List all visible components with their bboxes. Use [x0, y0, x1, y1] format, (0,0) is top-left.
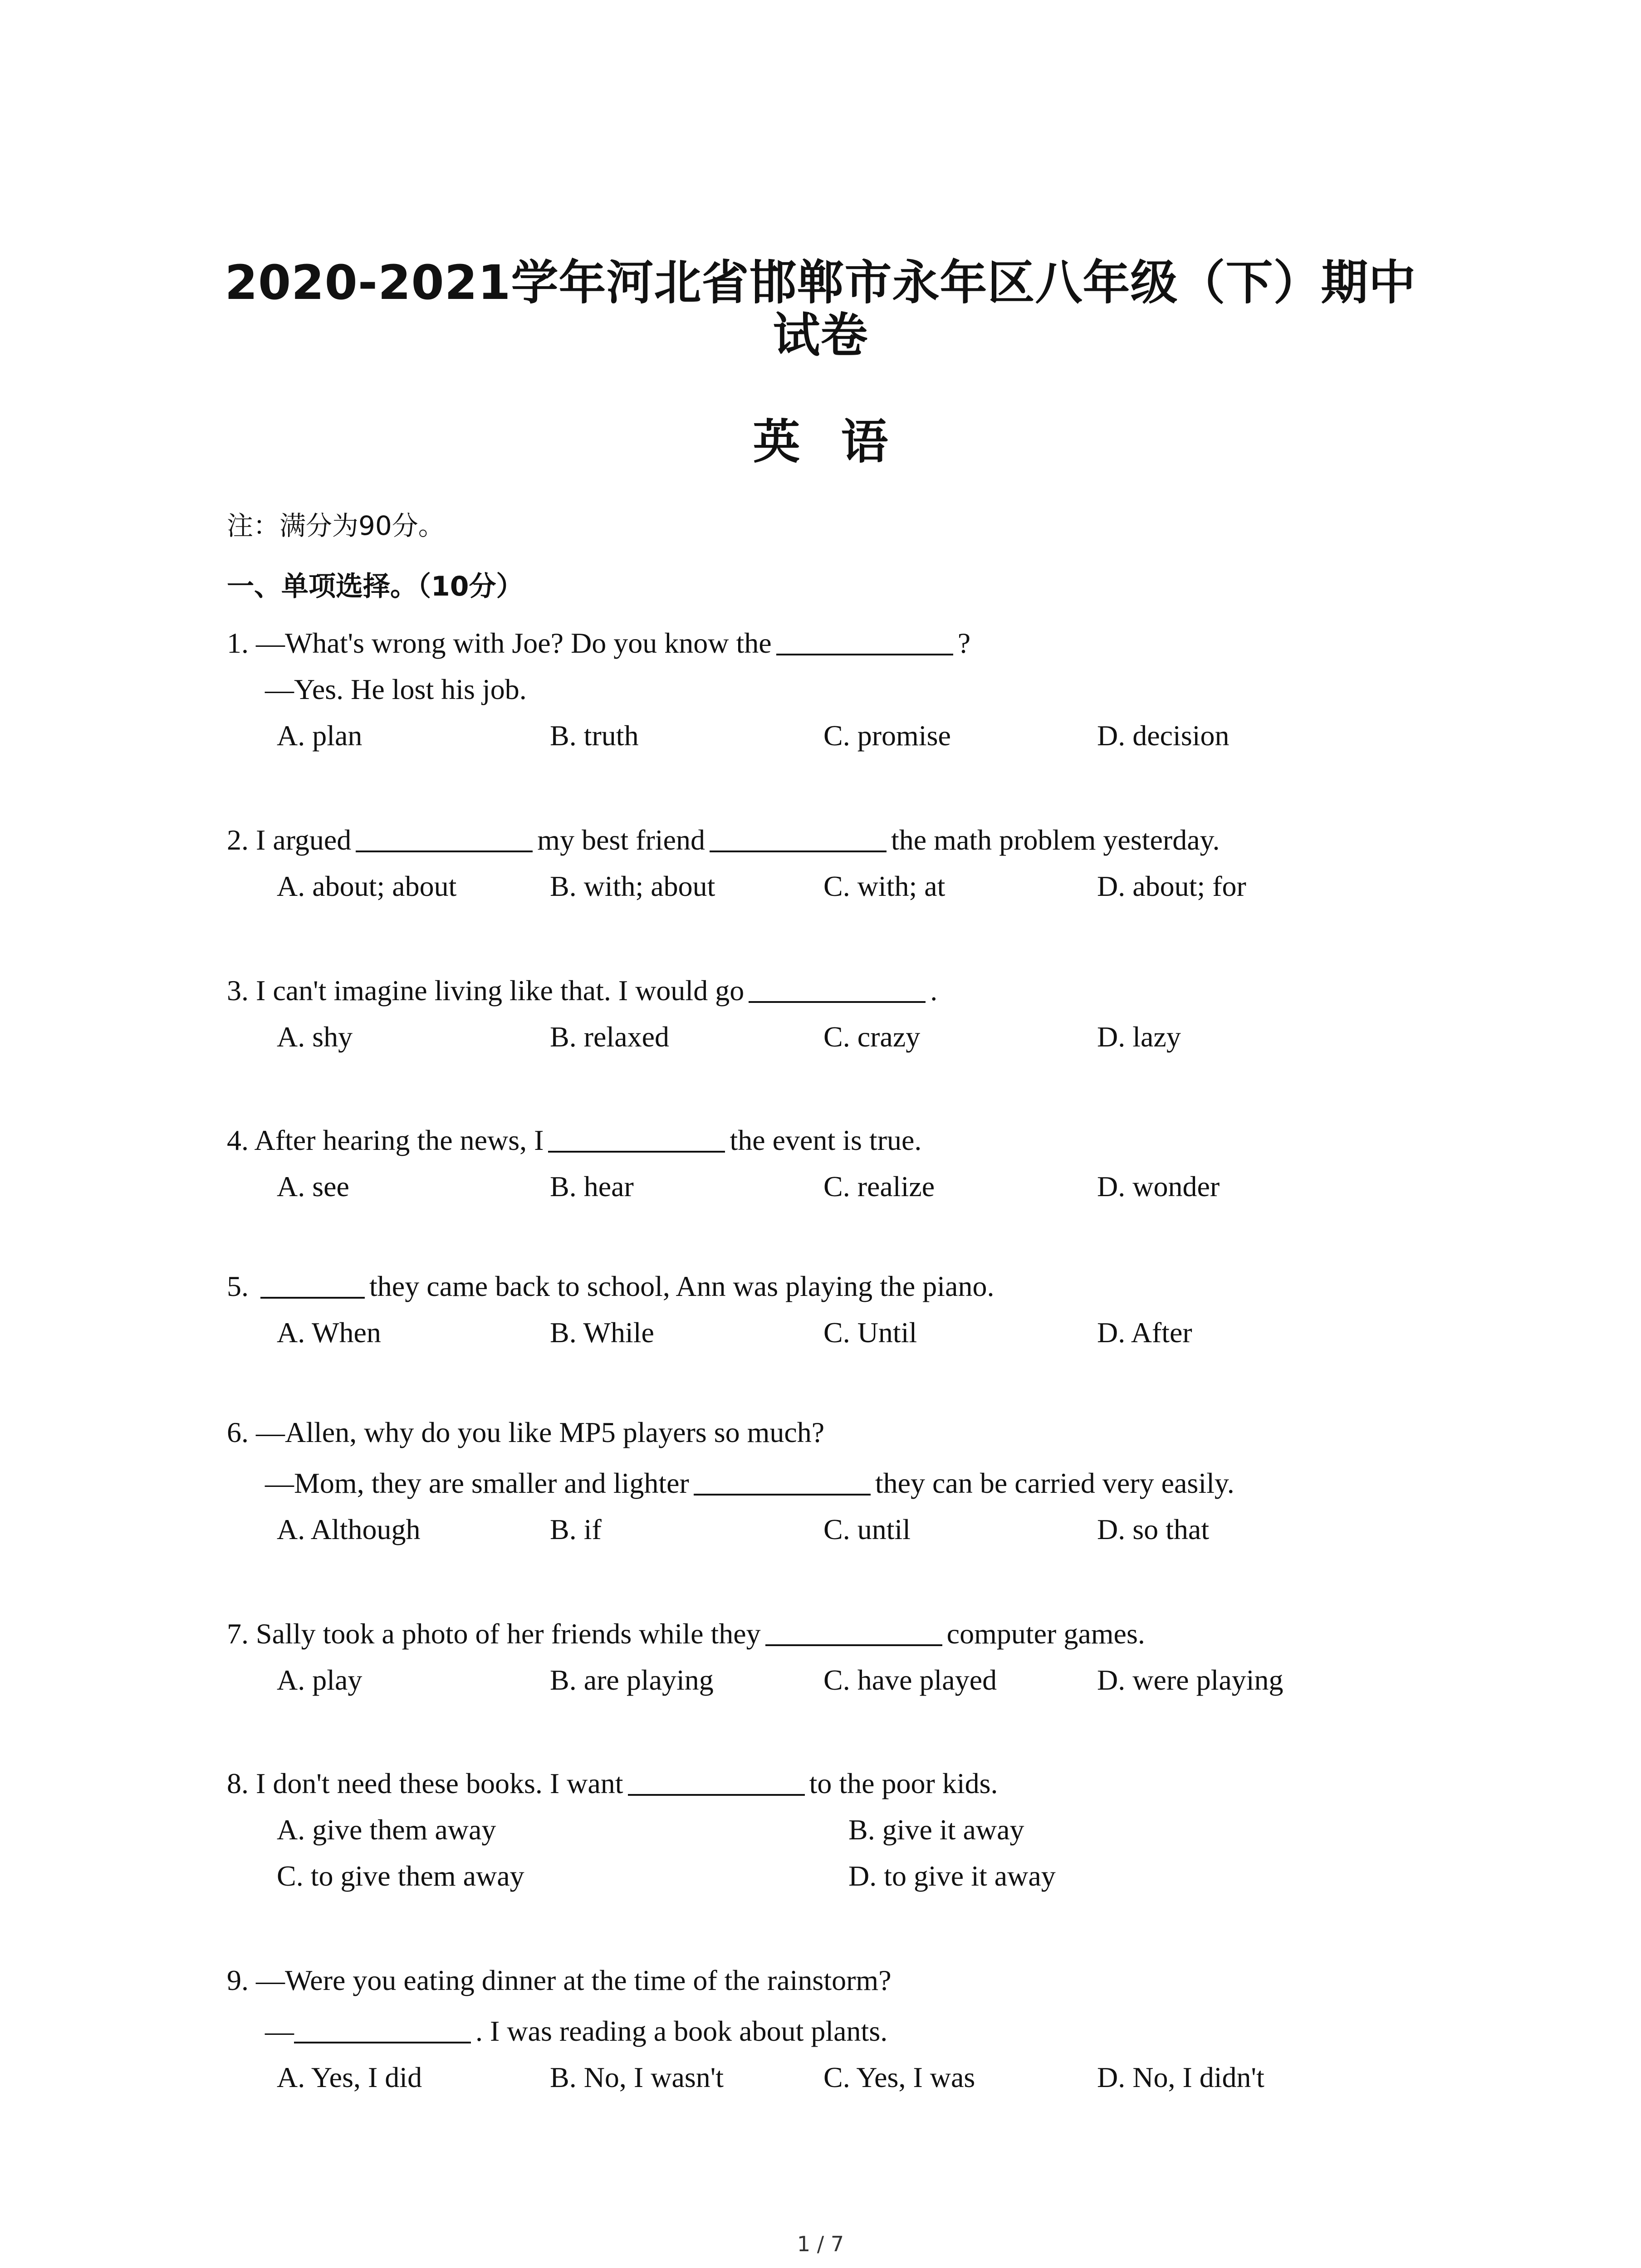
question-text: computer games.	[946, 1618, 1145, 1650]
answer-blank	[749, 974, 926, 1003]
option-c: C. promise	[823, 719, 951, 752]
question-text: I can't imagine living like that. I would go	[256, 974, 745, 1007]
question-text: . I was reading a book about plants.	[475, 2015, 888, 2047]
answer-blank	[628, 1767, 805, 1796]
question-text: After hearing the news, I	[254, 1124, 544, 1156]
question-text: —	[265, 2015, 294, 2047]
answer-blank	[548, 1124, 725, 1153]
option-a: A. about; about	[277, 870, 457, 902]
option-d: D. No, I didn't	[1097, 2061, 1264, 2093]
question-text: they can be carried very easily.	[875, 1467, 1234, 1499]
question-text: to the poor kids.	[809, 1767, 998, 1799]
answer-blank	[356, 823, 533, 852]
option-d: D. lazy	[1097, 1021, 1181, 1053]
question-5-line-1	[227, 1268, 994, 1305]
question-4-line-1	[227, 1122, 921, 1158]
question-text: I don't need these books. I want	[256, 1767, 623, 1799]
question-1-line-1	[227, 625, 970, 661]
question-text: Sally took a photo of her friends while they	[256, 1618, 761, 1650]
question-9-line-2	[265, 2013, 887, 2049]
answer-blank	[260, 1270, 365, 1299]
option-c: C. Until	[823, 1316, 917, 1349]
option-b: B. if	[550, 1513, 602, 1545]
option-d: D. were playing	[1097, 1664, 1283, 1696]
question-7-line-1	[227, 1616, 1145, 1652]
answer-blank	[776, 626, 953, 655]
question-2-line-1	[227, 822, 1220, 858]
question-number: 9.	[227, 1964, 249, 1996]
question-text: —Were you eating dinner at the time of the rainstorm?	[256, 1964, 892, 1996]
question-text: I argued	[256, 824, 352, 856]
option-a: A. When	[277, 1316, 381, 1349]
option-b: B. truth	[550, 719, 639, 752]
question-text: —What's wrong with Joe? Do you know the	[256, 627, 772, 659]
option-d: D. After	[1097, 1316, 1192, 1349]
option-d: D. wonder	[1097, 1170, 1220, 1202]
option-a: A. shy	[277, 1021, 353, 1053]
question-number: 2.	[227, 824, 249, 856]
question-8-line-1	[227, 1765, 998, 1802]
question-text: the math problem yesterday.	[891, 824, 1220, 856]
question-number: 1.	[227, 627, 249, 659]
option-d: D. about; for	[1097, 870, 1246, 902]
option-a: A. Although	[277, 1513, 421, 1545]
section-title: 一、单项选择。（10分）	[227, 571, 524, 602]
option-b: B. No, I wasn't	[550, 2061, 724, 2093]
question-number: 5.	[227, 1270, 249, 1302]
option-d: D. decision	[1097, 719, 1230, 752]
option-b: B. give it away	[848, 1813, 1024, 1846]
option-a: A. plan	[277, 719, 362, 752]
question-number: 8.	[227, 1767, 249, 1799]
exam-title-line-2: 试卷	[773, 308, 868, 363]
question-number: 7.	[227, 1618, 249, 1650]
option-b: B. relaxed	[550, 1021, 669, 1053]
question-text: they came back to school, Ann was playing the piano.	[369, 1270, 994, 1302]
answer-blank	[765, 1617, 942, 1646]
question-text: .	[930, 974, 938, 1007]
option-a: A. play	[277, 1664, 362, 1696]
question-number: 3.	[227, 974, 249, 1007]
option-b: B. While	[550, 1316, 654, 1349]
question-number: 4.	[227, 1124, 249, 1156]
answer-blank	[710, 823, 887, 852]
question-text: —Allen, why do you like MP5 players so much?	[256, 1416, 825, 1448]
page-number: 1 / 7	[797, 2232, 844, 2256]
question-9-line-1	[227, 1962, 892, 1999]
question-3-line-1	[227, 973, 937, 1009]
option-b: B. with; about	[550, 870, 715, 902]
score-note: 注：满分为90分。	[227, 510, 445, 541]
question-text: —Mom, they are smaller and lighter	[265, 1467, 689, 1499]
option-b: B. are playing	[550, 1664, 714, 1696]
option-a: A. Yes, I did	[277, 2061, 422, 2093]
exam-title-line-1: 2020-2021学年河北省邯郸市永年区八年级（下）期中	[225, 255, 1416, 310]
option-b: B. hear	[550, 1170, 634, 1202]
answer-blank	[694, 1466, 871, 1496]
option-c: C. have played	[823, 1664, 997, 1696]
option-a: A. give them away	[277, 1813, 496, 1846]
option-c: C. Yes, I was	[823, 2061, 975, 2093]
answer-blank	[294, 2014, 471, 2043]
question-1-line-2: —Yes. He lost his job.	[265, 673, 527, 705]
option-c: C. with; at	[823, 870, 945, 902]
option-c: C. realize	[823, 1170, 935, 1202]
option-a: A. see	[277, 1170, 349, 1202]
option-d: D. to give it away	[848, 1860, 1056, 1892]
question-6-line-1	[227, 1414, 824, 1451]
option-c: C. to give them away	[277, 1860, 524, 1892]
question-text: my best friend	[537, 824, 705, 856]
question-6-line-2	[265, 1465, 1234, 1501]
subject-heading: 英语	[753, 414, 929, 469]
option-c: C. crazy	[823, 1021, 921, 1053]
option-c: C. until	[823, 1513, 911, 1545]
option-d: D. so that	[1097, 1513, 1210, 1545]
question-text: ?	[957, 627, 971, 659]
question-text: the event is true.	[730, 1124, 922, 1156]
question-number: 6.	[227, 1416, 249, 1448]
